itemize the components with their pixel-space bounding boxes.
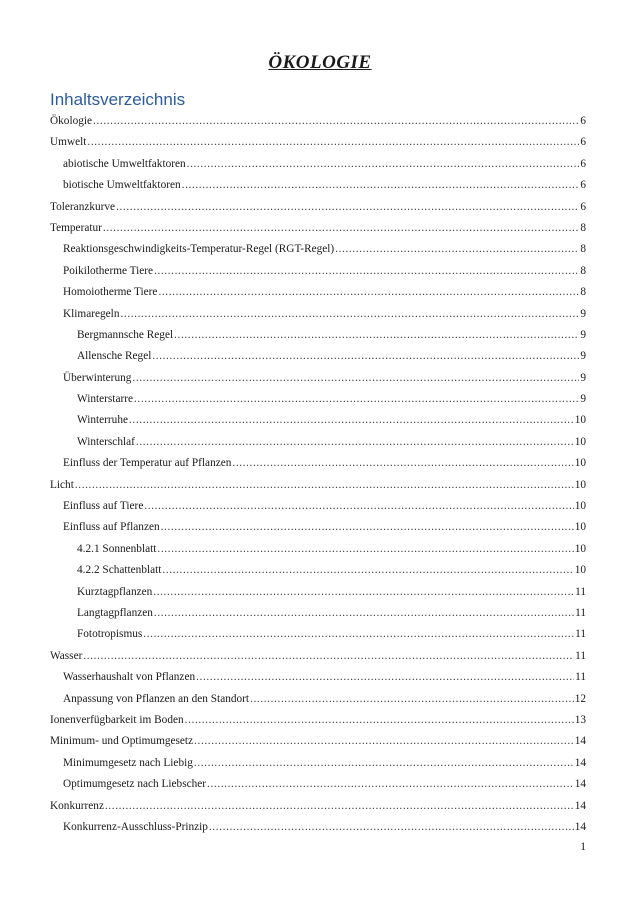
toc-entry-page: 9	[580, 371, 586, 384]
toc-dot-leader	[120, 304, 579, 325]
toc-entry[interactable]	[50, 496, 586, 517]
toc-entry-title: Optimumgesetz nach Liebscher	[63, 778, 207, 791]
toc-dot-leader	[182, 175, 580, 196]
toc-entry[interactable]	[50, 560, 586, 581]
toc-entry[interactable]	[50, 517, 586, 538]
toc-dot-leader	[144, 496, 573, 517]
toc-entry[interactable]	[50, 346, 586, 367]
toc-entry-page: 10	[574, 457, 586, 470]
toc-entry-title: Poikilotherme Tiere	[63, 264, 154, 277]
toc-entry[interactable]	[50, 410, 586, 431]
toc-entry[interactable]	[50, 710, 586, 731]
toc-dot-leader	[157, 539, 573, 560]
toc-entry-page: 14	[574, 756, 586, 769]
toc-entry-page: 9	[580, 393, 586, 406]
toc-dot-leader	[187, 154, 580, 175]
toc-dot-leader	[87, 132, 579, 153]
toc-entry[interactable]	[50, 817, 586, 838]
toc-dot-leader	[194, 753, 574, 774]
toc-entry-title: Ökologie	[50, 115, 93, 127]
toc-entry-title: Fototropismus	[77, 628, 143, 641]
toc-entry-page: 13	[574, 713, 586, 726]
toc-entry[interactable]	[50, 796, 586, 817]
toc-dot-leader	[152, 346, 579, 367]
toc-entry-page: 6	[580, 157, 586, 170]
toc-entry-page: 10	[574, 542, 586, 555]
toc-entry-title: Konkurrenz-Ausschluss-Prinzip	[63, 820, 208, 833]
toc-entry[interactable]	[50, 774, 586, 795]
toc-dot-leader	[103, 218, 579, 239]
toc-entry-page: 14	[574, 820, 586, 833]
toc-entry-title: Konkurrenz	[50, 799, 104, 812]
toc-entry-title: Einfluss auf Pflanzen	[63, 521, 160, 534]
toc-entry-title: Bergmannsche Regel	[77, 328, 174, 341]
toc-dot-leader	[250, 689, 574, 710]
toc-entry-title: Einfluss auf Tiere	[63, 500, 144, 513]
toc-entry-page: 6	[580, 200, 586, 213]
toc-dot-leader	[185, 710, 574, 731]
toc-entry-title: Allensche Regel	[77, 350, 152, 363]
toc-entry-title: Wasserhaushalt von Pflanzen	[63, 671, 196, 684]
toc-entry-page: 11	[575, 649, 586, 662]
toc-entry-title: Kurztagpflanzen	[77, 585, 153, 598]
toc-entry-page: 11	[575, 671, 586, 684]
toc-entry-page: 10	[574, 435, 586, 448]
toc-entry-page: 10	[574, 414, 586, 427]
toc-entry[interactable]	[50, 154, 586, 175]
toc-dot-leader	[207, 774, 574, 795]
toc-dot-leader	[161, 517, 574, 538]
toc-dot-leader	[174, 325, 579, 346]
toc-entry[interactable]	[50, 218, 586, 239]
toc-entry[interactable]	[50, 624, 586, 645]
toc-entry-title: abiotische Umweltfaktoren	[63, 157, 186, 170]
toc-dot-leader	[209, 817, 574, 838]
toc-entry-title: Toleranzkurve	[50, 200, 116, 213]
toc-entry[interactable]	[50, 753, 586, 774]
toc-entry-page: 6	[580, 115, 586, 127]
toc-entry-title: Umwelt	[50, 136, 87, 149]
toc-dot-leader	[93, 111, 579, 132]
toc-dot-leader	[196, 667, 574, 688]
toc-entry-title: biotische Umweltfaktoren	[63, 179, 181, 192]
toc-dot-leader	[194, 731, 574, 752]
toc-entry[interactable]	[50, 282, 586, 303]
toc-entry-title: Winterruhe	[77, 414, 128, 427]
toc-entry[interactable]	[50, 667, 586, 688]
toc-entry-page: 8	[580, 243, 586, 256]
toc-entry-title: Winterstarre	[77, 393, 133, 406]
toc-entry[interactable]	[50, 731, 586, 752]
toc-entry-page: 14	[574, 778, 586, 791]
page-number: 1	[580, 841, 586, 853]
toc-entry-page: 11	[575, 628, 586, 641]
toc-dot-leader	[116, 197, 579, 218]
toc-entry-page: 6	[580, 136, 586, 149]
toc-entry-title: 4.2.1 Sonnenblatt	[77, 542, 157, 555]
toc-dot-leader	[143, 624, 574, 645]
toc-entry[interactable]	[50, 475, 586, 496]
toc-entry-title: Klimaregeln	[63, 307, 120, 320]
toc-entry-page: 9	[580, 350, 586, 363]
toc-dot-leader	[132, 368, 579, 389]
toc-entry[interactable]	[50, 389, 586, 410]
toc-entry-title: Reaktionsgeschwindigkeits-Temperatur-Regel (RGT-Regel)	[63, 243, 335, 256]
toc-entry-page: 11	[575, 606, 586, 619]
toc-dot-leader	[153, 582, 574, 603]
toc-entry[interactable]	[50, 582, 586, 603]
toc-dot-leader	[232, 453, 573, 474]
toc-dot-leader	[154, 603, 574, 624]
toc-entry-title: Winterschlaf	[77, 435, 135, 448]
toc-entry-page: 8	[580, 221, 586, 234]
toc-entry[interactable]	[50, 368, 586, 389]
toc-entry-page: 10	[574, 564, 586, 577]
toc-dot-leader	[154, 261, 579, 282]
toc-entry-title: Licht	[50, 478, 74, 491]
toc-entry[interactable]	[50, 432, 586, 453]
toc-entry[interactable]	[50, 603, 586, 624]
toc-entry-title: Temperatur	[50, 221, 102, 234]
toc-entry[interactable]	[50, 197, 586, 218]
toc-dot-leader	[335, 239, 579, 260]
toc-entry[interactable]	[50, 325, 586, 346]
toc-dot-leader	[162, 560, 573, 581]
toc-dot-leader	[129, 410, 574, 431]
toc-entry-page: 6	[580, 179, 586, 192]
toc-entry[interactable]	[50, 689, 586, 710]
toc-entry-page: 8	[580, 264, 586, 277]
toc-entry-title: Ionenverfügbarkeit im Boden	[50, 713, 184, 726]
toc-entry[interactable]	[50, 646, 586, 667]
toc-entry-page: 9	[580, 307, 586, 320]
toc-entry-title: Anpassung von Pflanzen an den Standort	[63, 692, 250, 705]
toc-entry-title: 4.2.2 Schattenblatt	[77, 564, 162, 577]
toc-entry-page: 9	[580, 328, 586, 341]
toc-entry-title: Überwinterung	[63, 371, 132, 384]
toc-entry-title: Wasser	[50, 649, 83, 662]
toc-entry-page: 14	[574, 735, 586, 748]
toc-dot-leader	[75, 475, 574, 496]
table-of-contents	[50, 111, 586, 838]
toc-entry-title: Langtagpflanzen	[77, 606, 153, 619]
toc-entry-title: Minimumgesetz nach Liebig	[63, 756, 193, 769]
toc-entry-title: Minimum- und Optimumgesetz	[50, 735, 194, 748]
toc-entry[interactable]	[50, 175, 586, 196]
toc-entry[interactable]	[50, 261, 586, 282]
toc-entry-page: 8	[580, 286, 586, 299]
page-title: ÖKOLOGIE	[268, 52, 372, 73]
toc-entry[interactable]	[50, 132, 586, 153]
toc-dot-leader	[105, 796, 574, 817]
toc-entry-page: 10	[574, 478, 586, 491]
toc-entry[interactable]	[50, 239, 586, 260]
toc-entry-page: 12	[574, 692, 586, 705]
toc-entry[interactable]	[50, 111, 586, 132]
toc-entry[interactable]	[50, 304, 586, 325]
toc-entry-page: 10	[574, 500, 586, 513]
toc-entry-page: 11	[575, 585, 586, 598]
toc-dot-leader	[136, 432, 574, 453]
toc-entry-title: Homoiotherme Tiere	[63, 286, 158, 299]
toc-dot-leader	[83, 646, 574, 667]
toc-dot-leader	[158, 282, 579, 303]
toc-entry-title: Einfluss der Temperatur auf Pflanzen	[63, 457, 232, 470]
toc-dot-leader	[134, 389, 579, 410]
toc-entry[interactable]	[50, 453, 586, 474]
toc-entry-page: 14	[574, 799, 586, 812]
toc-heading: Inhaltsverzeichnis	[50, 90, 186, 109]
toc-entry[interactable]	[50, 539, 586, 560]
toc-entry-page: 10	[574, 521, 586, 534]
